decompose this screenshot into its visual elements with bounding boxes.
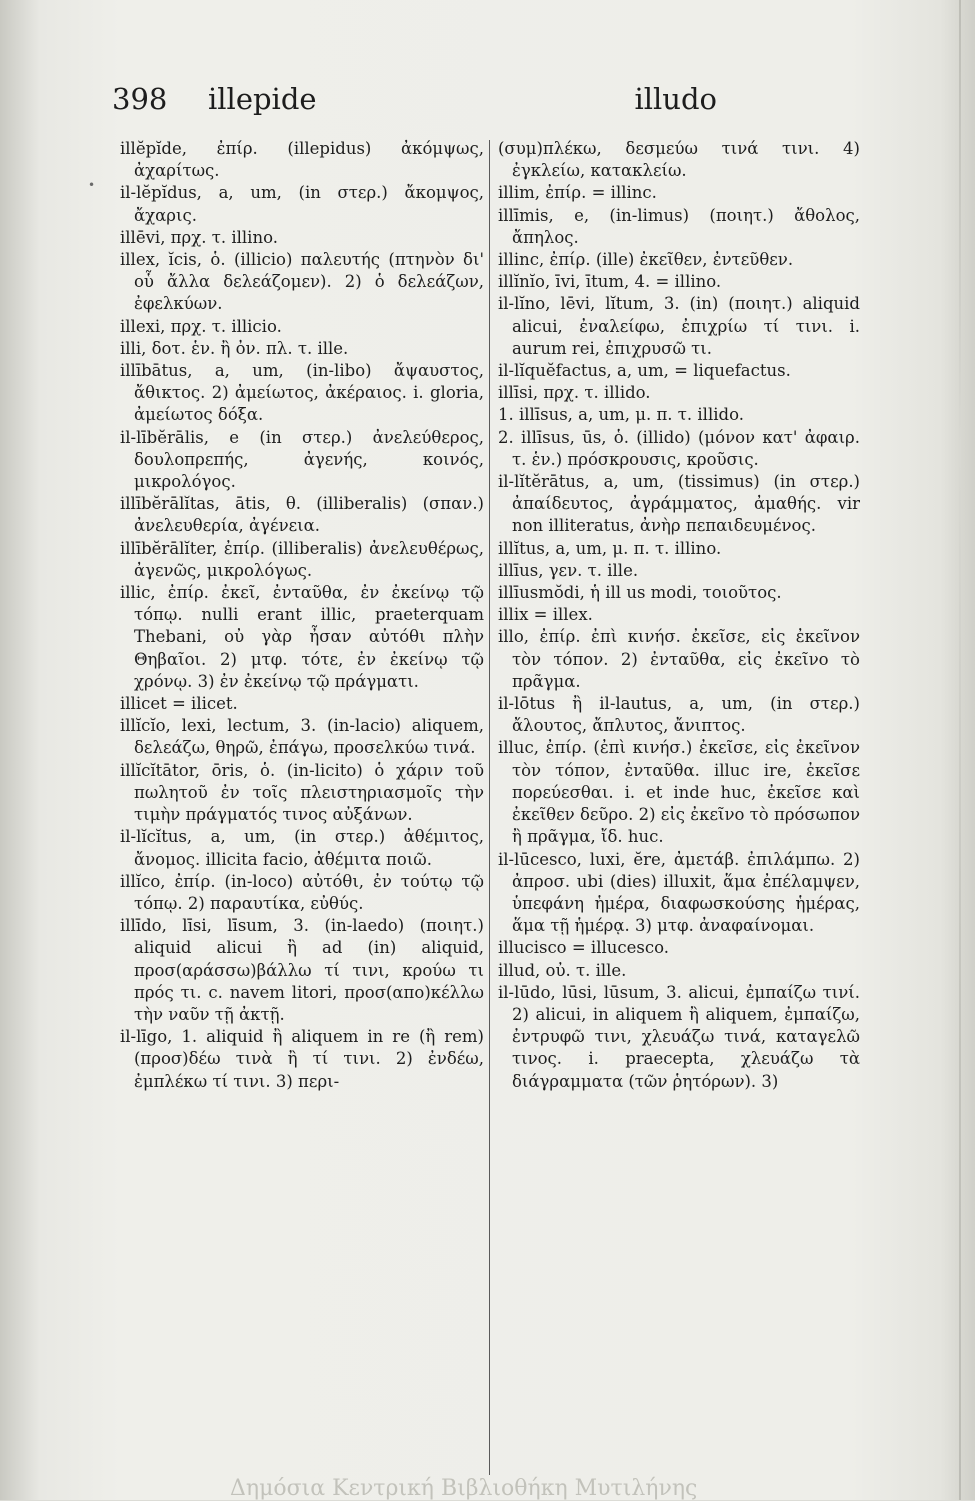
dictionary-entry: illībātus, a, um, (in-libo) ἄψαυστος, ἄθικτος. 2) ἀμείωτος, ἀκέραιος. i. gloria, ἀμείωτος δόξα. bbox=[120, 361, 484, 425]
dictionary-entry: illĕpĭde, ἐπίρ. (illepidus) ἀκόμψως, ἀχαρίτως. bbox=[120, 139, 484, 181]
dictionary-entry: illīsi, πρχ. τ. illido. bbox=[498, 383, 651, 403]
dictionary-entry: illexi, πρχ. τ. illicio. bbox=[120, 316, 282, 336]
dictionary-entry: illĭco, ἐπίρ. (in-loco) αὐτόθι, ἐν τούτῳ τῷ τόπῳ. 2) παραυτίκα, εὐθύς. bbox=[120, 871, 484, 913]
dictionary-entry: illĭtus, a, um, μ. π. τ. illino. bbox=[498, 538, 722, 558]
page-edge bbox=[959, 0, 961, 1500]
library-watermark: Δημόσια Κεντρική Βιβλιοθήκη Μυτιλήνης bbox=[230, 1476, 698, 1501]
dictionary-entry: il-lōtus ἢ il-lautus, a, um, (in στερ.) ἄλουτος, ἄπλυτος, ἄνιπτος. bbox=[498, 694, 860, 736]
dictionary-entry: (συμ)πλέκω, δεσμεύω τινά τινι. 4) ἐγκλείω, κατακλείω. bbox=[498, 139, 860, 181]
left-column bbox=[120, 138, 484, 1483]
dictionary-entry: illuc, ἐπίρ. (ἐπὶ κινήσ.) ἐκεῖσε, εἰς ἐκεῖνον τὸν τόπον, ἐνταῦθα. illuc ire, ἐκεῖσε πορεύεσθαι. i. et inde huc, ἐκεῖσε καὶ ἐκεῖθεν δεῦρο. 2) εἰς ἐκεῖνο τὸ πρόσωπον ἢ πρᾶγμα, ἴδ. huc. bbox=[498, 738, 860, 847]
right-guide-word: illudo bbox=[634, 82, 717, 116]
dictionary-entry: il-lĭquĕfactus, a, um, = liquefactus. bbox=[498, 361, 791, 381]
dictionary-entry: il-lūdo, lūsi, lūsum, 3. alicui, ἐμπαίζω τινί. 2) alicui, in aliquem ἢ aliquem, ἐμπαίζω, ἐντρυφῶ τινι, χλευάζω τινά, καταγελῶ τινος. i. praecepta, χλευάζω τὰ διάγραμματα (τῶν ῥητόρων). 3) bbox=[498, 982, 860, 1091]
page-header bbox=[112, 82, 717, 122]
dictionary-entry: il-lĭcĭtus, a, um, (in στερ.) ἀθέμιτος, ἄνομος. illicita facio, ἀθέμιτα ποιῶ. bbox=[120, 827, 484, 869]
dictionary-entry: illīus, γεν. τ. ille. bbox=[498, 560, 639, 580]
dictionary-entry: 1. illīsus, a, um, μ. π. τ. illido. bbox=[498, 405, 744, 425]
dictionary-entry: illi, δοτ. ἑν. ἢ ὀν. πλ. τ. ille. bbox=[120, 338, 349, 358]
dictionary-entry: illīmis, e, (in-limus) (ποιητ.) ἄθολος, ἄπηλος. bbox=[498, 205, 860, 247]
dictionary-entry: illic, ἐπίρ. ἐκεῖ, ἐνταῦθα, ἐν ἐκείνῳ τῷ τόπῳ. nulli erant illic, praeterquam Thebani, οὐ γὰρ ἦσαν αὐτόθι πλὴν Θηβαῖοι. 2) μτφ. τότε, ἐν ἐκείνῳ τῷ χρόνῳ. 3) ἐν ἐκείνῳ τῷ πράγματι. bbox=[120, 583, 484, 691]
left-guide-word: illepide bbox=[208, 82, 317, 116]
dictionary-entry: il-līgo, 1. aliquid ἢ aliquem in re (ἢ rem) (προσ)δέω τινὰ ἢ τί τινι. 2) ἐνδέω, ἐμπλέκω τί τινι. 3) περι- bbox=[120, 1027, 484, 1091]
dictionary-entry: il-lĭno, lēvi, lĭtum, 3. (in) (ποιητ.) aliquid alicui, ἐναλείφω, ἐπιχρίω τί τινι. i. aurum rei, ἐπιχρυσῶ τι. bbox=[498, 294, 860, 358]
dictionary-entry: illībĕrālĭtas, ātis, θ. (illiberalis) (σπαν.) ἀνελευθερία, ἀγένεια. bbox=[120, 494, 484, 536]
dictionary-entry: illucisco = illucesco. bbox=[498, 938, 669, 958]
dictionary-entry: illēvi, πρχ. τ. illino. bbox=[120, 227, 278, 247]
dictionary-entry: illo, ἐπίρ. ἐπὶ κινήσ. ἐκεῖσε, εἰς ἐκεῖνον τὸν τόπον. 2) ἐνταῦθα, εἰς ἐκεῖνο τὸ πρᾶγμα. bbox=[498, 627, 860, 691]
dictionary-entry: illĭcĭo, lexi, lectum, 3. (in-lacio) aliquem, δελεάζω, θηρῶ, ἐπάγω, προσελκύω τινά. bbox=[120, 716, 484, 758]
dictionary-entry: illĭnĭo, īvi, ītum, 4. = illino. bbox=[498, 272, 722, 292]
dictionary-entry: illud, οὐ. τ. ille. bbox=[498, 960, 627, 980]
dictionary-entry: illīusmŏdi, ἡ ill us modi, τοιοῦτος. bbox=[498, 583, 782, 603]
page-number: 398 bbox=[112, 82, 168, 116]
dictionary-entry: il-lĭtĕrātus, a, um, (tissimus) (in στερ.) ἀπαίδευτος, ἀγράμματος, ἀμαθής. vir non illiteratus, ἀνὴρ πεπαιδευμένος. bbox=[498, 472, 860, 536]
dictionary-entry: 2. illīsus, ūs, ὁ. (illido) (μόνον κατ' ἀφαιρ. τ. ἑν.) πρόσκρουσις, κροῦσις. bbox=[498, 427, 860, 469]
dictionary-entry: illim, ἐπίρ. = illinc. bbox=[498, 183, 657, 203]
right-column bbox=[498, 138, 860, 1483]
dictionary-entry: illinc, ἐπίρ. (ille) ἐκεῖθεν, ἐντεῦθεν. bbox=[498, 250, 794, 270]
dictionary-entry: illīdo, līsi, līsum, 3. (in-laedo) (ποιητ.) aliquid alicui ἢ ad (in) aliquid, προσ(αράσσω)βάλλω τί τινι, κρούω τι πρός τι. c. navem litori, προσ(απο)κέλλω τὴν ναῦν τῇ ἀκτῇ. bbox=[120, 916, 484, 1024]
dictionary-entry: illicet = ilicet. bbox=[120, 694, 238, 714]
dictionary-entry: il-lūcesco, luxi, ĕre, ἀμετάβ. ἐπιλάμπω. 2) ἀπροσ. ubi (dies) illuxit, ἅμα ἐπέλαμψεν, ὑπεφάνη ἡμέρα, διαφωσκούσης ἡμέρας, ἅμα τῇ ἡμέρᾳ. 3) μτφ. ἀναφαίνομαι. bbox=[498, 849, 860, 936]
dictionary-entry: illībĕrālĭter, ἐπίρ. (illiberalis) ἀνελευθέρως, ἀγενῶς, μικρολόγως. bbox=[120, 538, 484, 580]
dictionary-entry: illix = illex. bbox=[498, 605, 593, 625]
column-divider bbox=[489, 140, 490, 1475]
margin-dot: • bbox=[88, 178, 96, 192]
dictionary-entry: illex, ĭcis, ὁ. (illicio) παλευτής (πτηνὸν δι' οὗ ἄλλα δελεάζομεν). 2) ὁ δελεάζων, ἐφελκύων. bbox=[120, 250, 484, 314]
dictionary-entry: il-lĕpĭdus, a, um, (in στερ.) ἄκομψος, ἄχαρις. bbox=[120, 183, 484, 225]
dictionary-entry: il-lībĕrālis, e (in στερ.) ἀνελεύθερος, δουλοπρεπής, ἀγενής, κοινός, μικρολόγος. bbox=[120, 427, 484, 492]
dictionary-entry: illĭcĭtātor, ōris, ὁ. (in-licito) ὁ χάριν τοῦ πωλητοῦ ἐν τοῖς πλειστηριασμοῖς τὴν τιμὴν πράγματός τινος αὐξάνων. bbox=[120, 760, 484, 825]
